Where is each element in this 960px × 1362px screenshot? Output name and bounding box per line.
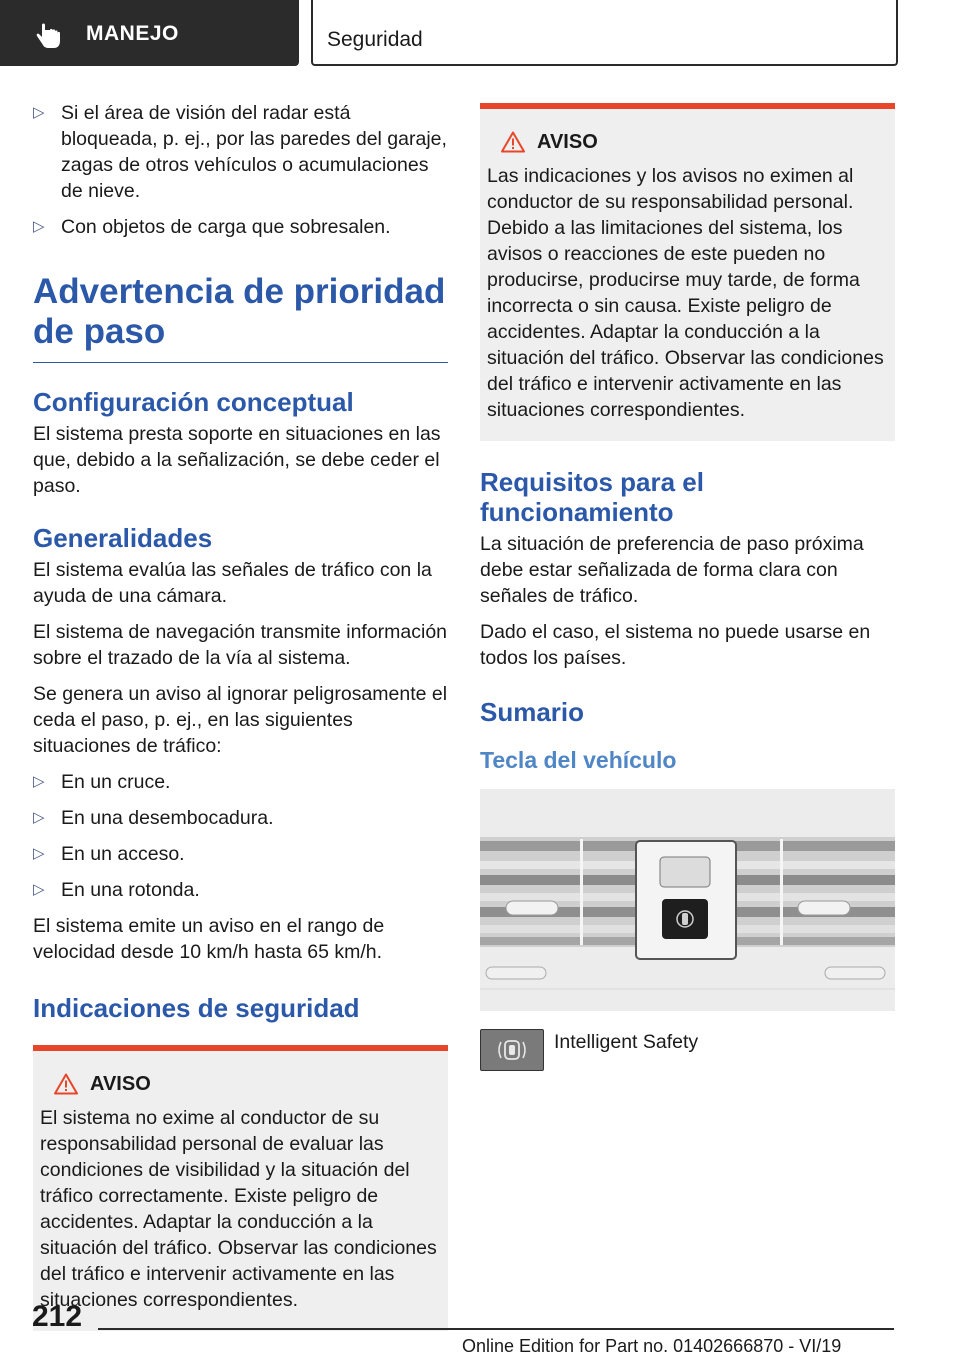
requirements-heading: Requisitos para el funcionamiento bbox=[480, 467, 704, 527]
concept-heading: Configuración conceptual bbox=[33, 387, 354, 417]
warning-header bbox=[487, 131, 888, 159]
warning-text: El sistema no exime al conductor de su responsabilidad personal de evaluar las condiciones de visibilidad y la situación del tráfico correctamente. Existe peligro de accidentes. Adaptar la conducción a la situación del tráfico. Observar las condiciones del tráfico e intervenir activamente en las situaciones correspondientes. bbox=[40, 1107, 437, 1311]
warning-header bbox=[40, 1073, 441, 1101]
requirements-paragraph: La situación de preferencia de paso próxima debe estar señalizada de forma clara con señales de tráfico. bbox=[480, 533, 864, 607]
general-paragraph: El sistema evalúa las señales de tráfico con la ayuda de una cámara. bbox=[33, 559, 432, 607]
triangle-bullet-icon: ▷ bbox=[33, 845, 45, 862]
list-item bbox=[33, 841, 448, 867]
list-item bbox=[33, 805, 448, 831]
list-item-text: En un acceso. bbox=[61, 843, 185, 865]
speed-text: El sistema emite un aviso en el rango de velocidad desde 10 km/h hasta 65 km/h. bbox=[33, 915, 385, 963]
page-footer bbox=[0, 1290, 960, 1362]
vehicle-key-heading: Tecla del vehículo bbox=[480, 747, 677, 773]
triangle-bullet-icon: ▷ bbox=[33, 218, 45, 235]
right-column bbox=[480, 103, 895, 1089]
vehicle-button-photo bbox=[480, 789, 895, 1011]
safety-heading: Indicaciones de seguridad bbox=[33, 993, 360, 1023]
footer-rule bbox=[98, 1328, 894, 1330]
triangle-bullet-icon: ▷ bbox=[33, 773, 45, 790]
list-item bbox=[33, 214, 448, 240]
left-column bbox=[33, 100, 448, 1331]
chapter-tab bbox=[0, 0, 299, 66]
general-heading: Generalidades bbox=[33, 523, 213, 553]
warning-triangle-icon bbox=[54, 1073, 78, 1095]
list-item bbox=[33, 769, 448, 795]
triangle-bullet-icon: ▷ bbox=[33, 809, 45, 826]
page-number: 212 bbox=[32, 1300, 83, 1333]
chapter-label: MANEJO bbox=[86, 22, 179, 45]
hand-steering-icon bbox=[34, 21, 64, 51]
list-item bbox=[33, 100, 448, 204]
page-header bbox=[0, 0, 960, 66]
warning-text: Las indicaciones y los avisos no eximen al conductor de su responsabilidad personal. Debido a las limitaciones del sistema, los avisos o reacciones de este pueden no producirse, producirse muy tarde, de forma incorrecta o sin causa. Existe peligro de accidentes. Adaptar la conducción a la situación del tráfico. Observar las condiciones del tráfico e intervenir activamente en las situaciones correspondientes. bbox=[487, 165, 884, 421]
warning-title: AVISO bbox=[537, 131, 598, 153]
warning-title: AVISO bbox=[90, 1073, 151, 1095]
warning-triangle-icon bbox=[501, 131, 525, 153]
air-vent-illustration bbox=[480, 789, 895, 1011]
concept-text: El sistema presta soporte en situaciones en las que, debido a la señalización, se debe ceder el paso. bbox=[33, 423, 441, 497]
section-label: Seguridad bbox=[327, 28, 423, 51]
key-label: Intelligent Safety bbox=[554, 1031, 699, 1053]
list-item-text: En una rotonda. bbox=[61, 879, 200, 901]
requirements-paragraph: Dado el caso, el sistema no puede usarse en todos los países. bbox=[480, 621, 871, 669]
general-paragraph: Se genera un aviso al ignorar peligrosamente el ceda el paso, p. ej., en las siguientes situaciones de tráfico: bbox=[33, 683, 448, 757]
triangle-bullet-icon: ▷ bbox=[33, 104, 45, 121]
triangle-bullet-icon: ▷ bbox=[33, 881, 45, 898]
intelligent-safety-button-icon bbox=[480, 1029, 544, 1071]
list-item bbox=[33, 877, 448, 903]
list-item-text: En un cruce. bbox=[61, 771, 171, 793]
list-item-text: Con objetos de carga que sobresalen. bbox=[61, 216, 391, 238]
page-title: Advertencia de prioridad de paso bbox=[33, 272, 448, 363]
section-box bbox=[311, 0, 898, 66]
summary-heading: Sumario bbox=[480, 697, 585, 727]
edition-text: Online Edition for Part no. 01402666870 - VI/19 bbox=[462, 1336, 842, 1356]
list-item-text: Si el área de visión del radar está bloqueada, p. ej., por las paredes del garaje, zagas de otros vehículos o acumulaciones de nieve. bbox=[61, 102, 447, 202]
list-item-text: En una desembocadura. bbox=[61, 807, 274, 829]
warning-box bbox=[480, 103, 895, 441]
key-row bbox=[480, 1029, 895, 1089]
warning-box bbox=[33, 1045, 448, 1331]
general-paragraph: El sistema de navegación transmite información sobre el trazado de la vía al sistema. bbox=[33, 621, 448, 669]
